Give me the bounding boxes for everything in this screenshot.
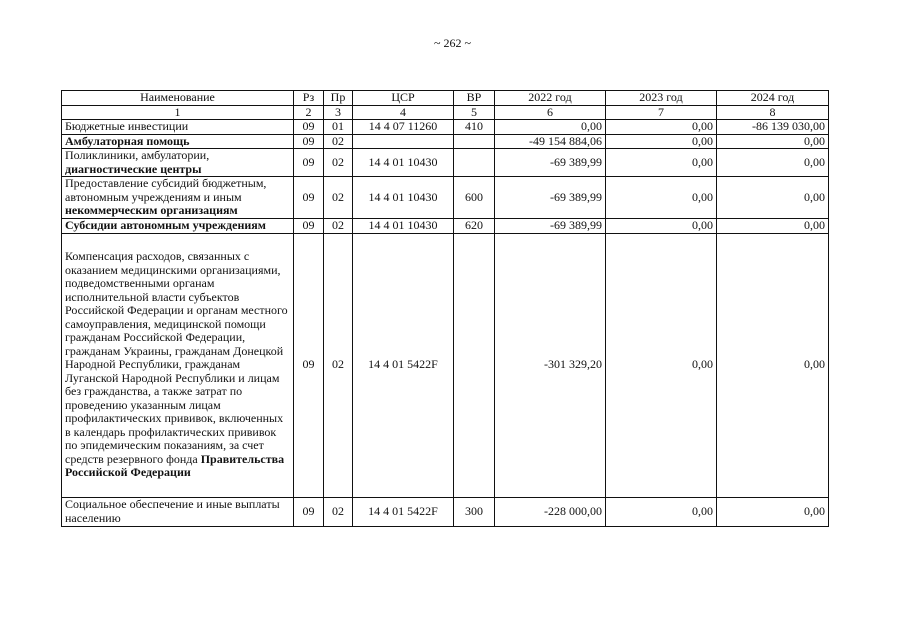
row-pr: 02 xyxy=(324,219,353,234)
column-number: 6 xyxy=(495,105,606,120)
row-rz: 09 xyxy=(294,497,324,526)
row-2023: 0,00 xyxy=(606,149,717,177)
row-pr: 02 xyxy=(324,149,353,177)
row-name-plain: Социальное обеспечение и иные выплаты населению xyxy=(65,497,280,525)
row-name xyxy=(62,497,294,526)
row-name xyxy=(62,233,294,497)
row-name xyxy=(62,120,294,135)
header-rz: Рз xyxy=(294,91,324,106)
row-rz: 09 xyxy=(294,149,324,177)
row-2024: 0,00 xyxy=(717,233,829,497)
table-header-row xyxy=(62,91,829,106)
row-2022: -49 154 884,06 xyxy=(495,134,606,149)
row-name xyxy=(62,219,294,234)
row-2024: 0,00 xyxy=(717,219,829,234)
header-2023: 2023 год xyxy=(606,91,717,106)
row-name-plain: Компенсация расходов, связанных с оказанием медицинскими организациями, подведомственными органам исполнительной власти субъектов Российской Федерации и органам местного самоуправления, медицинской помощи гражданам Российской Федерации, гражданам Украины, гражданам Донецкой Народной Республики, гражданам Луганской Народной Республики и лицам без гражданства, а также затрат по проведению указанным лицам профилактических прививок, включенных в календарь профилактических прививок по эпидемическим показаниям, за счет средств резервного фонда xyxy=(65,249,288,466)
row-2023: 0,00 xyxy=(606,177,717,219)
row-2022: 0,00 xyxy=(495,120,606,135)
row-csr: 14 4 01 5422F xyxy=(353,497,454,526)
row-2024: 0,00 xyxy=(717,134,829,149)
row-2022: -69 389,99 xyxy=(495,149,606,177)
row-2023: 0,00 xyxy=(606,219,717,234)
row-2024: 0,00 xyxy=(717,149,829,177)
header-2022: 2022 год xyxy=(495,91,606,106)
row-rz: 09 xyxy=(294,120,324,135)
row-2024: 0,00 xyxy=(717,497,829,526)
row-name-plain: Предоставление субсидий бюджетным, автономным учреждениям и иным xyxy=(65,176,267,204)
row-csr: 14 4 07 11260 xyxy=(353,120,454,135)
row-2024: 0,00 xyxy=(717,177,829,219)
row-name-plain: Поликлиники, амбулатории, xyxy=(65,148,210,162)
header-2024: 2024 год xyxy=(717,91,829,106)
page-number: ~ 262 ~ xyxy=(434,36,471,50)
row-vr: 410 xyxy=(454,120,495,135)
row-pr: 02 xyxy=(324,134,353,149)
table-row xyxy=(62,149,829,177)
row-csr xyxy=(353,134,454,149)
table-row xyxy=(62,497,829,526)
row-vr: 300 xyxy=(454,497,495,526)
row-2023: 0,00 xyxy=(606,134,717,149)
row-name xyxy=(62,134,294,149)
row-name-bold: Субсидии автономным учреждениям xyxy=(65,218,266,232)
table-row xyxy=(62,233,829,497)
table-row xyxy=(62,177,829,219)
row-name-bold: Правительства Российской Федерации xyxy=(65,451,285,480)
row-vr xyxy=(454,149,495,177)
row-csr: 14 4 01 5422F xyxy=(353,233,454,497)
row-rz: 09 xyxy=(294,233,324,497)
row-csr: 14 4 01 10430 xyxy=(353,219,454,234)
row-name-bold: диагностические центры xyxy=(65,161,202,176)
row-rz: 09 xyxy=(294,219,324,234)
row-pr: 02 xyxy=(324,177,353,219)
table-row xyxy=(62,120,829,135)
row-2022: -69 389,99 xyxy=(495,177,606,219)
row-vr: 600 xyxy=(454,177,495,219)
header-pr: Пр xyxy=(324,91,353,106)
row-name xyxy=(62,177,294,219)
column-number-row xyxy=(62,105,829,120)
column-number: 3 xyxy=(324,105,353,120)
row-vr: 620 xyxy=(454,219,495,234)
header-name: Наименование xyxy=(62,91,294,106)
row-vr xyxy=(454,233,495,497)
row-vr xyxy=(454,134,495,149)
row-2022: -69 389,99 xyxy=(495,219,606,234)
row-rz: 09 xyxy=(294,177,324,219)
row-csr: 14 4 01 10430 xyxy=(353,149,454,177)
row-name xyxy=(62,149,294,177)
column-number: 5 xyxy=(454,105,495,120)
row-2024: -86 139 030,00 xyxy=(717,120,829,135)
row-2022: -228 000,00 xyxy=(495,497,606,526)
table-row xyxy=(62,219,829,234)
header-vr: ВР xyxy=(454,91,495,106)
row-pr: 01 xyxy=(324,120,353,135)
row-name-bold: некоммерческим организациям xyxy=(65,203,238,218)
row-2023: 0,00 xyxy=(606,120,717,135)
budget-table xyxy=(61,90,829,527)
column-number: 1 xyxy=(62,105,294,120)
column-number: 2 xyxy=(294,105,324,120)
table-row xyxy=(62,134,829,149)
row-2023: 0,00 xyxy=(606,497,717,526)
column-number: 8 xyxy=(717,105,829,120)
row-csr: 14 4 01 10430 xyxy=(353,177,454,219)
column-number: 7 xyxy=(606,105,717,120)
row-2022: -301 329,20 xyxy=(495,233,606,497)
row-pr: 02 xyxy=(324,497,353,526)
row-name-bold: Амбулаторная помощь xyxy=(65,133,190,148)
row-pr: 02 xyxy=(324,233,353,497)
column-number: 4 xyxy=(353,105,454,120)
row-rz: 09 xyxy=(294,134,324,149)
header-csr: ЦСР xyxy=(353,91,454,106)
row-2023: 0,00 xyxy=(606,233,717,497)
row-name-plain: Бюджетные инвестиции xyxy=(65,119,189,133)
